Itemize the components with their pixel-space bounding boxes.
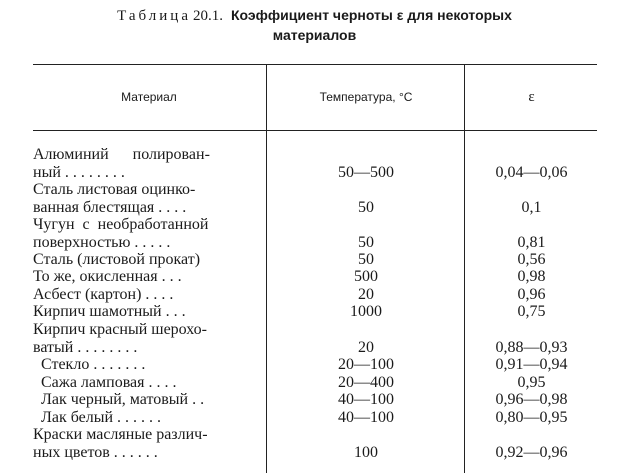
material-cell (33, 303, 265, 321)
header-temperature: Температура, °С (319, 90, 413, 104)
material-line: Лак белый . . . . . . (41, 409, 162, 426)
material-line: Чугун с необработанной (33, 216, 209, 233)
material-line: ный . . . . . . . . (33, 163, 125, 181)
epsilon-cell: 0,95 (517, 374, 546, 391)
material-line: Краски масляные различ- (33, 426, 208, 443)
material-cell (33, 321, 265, 356)
header-material: Материал (121, 90, 177, 104)
material-line: Сталь листовая оцинко- (33, 181, 196, 198)
material-line: Сажа ламповая . . . . (41, 374, 177, 391)
temperature-cell: 50 (358, 233, 374, 251)
material-line: То же, окисленная . . . (33, 268, 182, 285)
temperature-cell: 500 (354, 268, 378, 285)
material-line: поверхностью . . . . . (33, 233, 171, 251)
temperature-cell: 1000 (350, 303, 382, 320)
temperature-cell: 40—100 (338, 391, 394, 408)
epsilon-cell: 0,1 (521, 198, 542, 216)
epsilon-cell: 0,92—0,96 (495, 443, 568, 461)
material-cell (33, 181, 265, 216)
caption-label: Таблица (117, 8, 191, 24)
epsilon-cell: 0,91—0,94 (495, 356, 568, 373)
material-line: Кирпич красный шерохо- (33, 321, 207, 338)
temperature-cell: 100 (354, 443, 378, 461)
epsilon-cell: 0,96 (517, 286, 546, 303)
material-line: Кирпич шамотный . . . (33, 303, 186, 320)
material-line: ватый . . . . . . . . (33, 338, 138, 356)
material-cell (33, 409, 265, 427)
temperature-cell: 20 (358, 338, 374, 356)
temperature-cell: 50 (358, 251, 374, 268)
header-epsilon: ε (528, 88, 535, 105)
material-cell (33, 216, 265, 251)
temperature-cell: 20—400 (338, 374, 394, 391)
table-caption (0, 6, 629, 45)
temperature-cell: 50—500 (338, 163, 394, 181)
epsilon-cell: 0,96—0,98 (495, 391, 568, 408)
material-cell (33, 426, 265, 461)
material-line: Асбест (картон) . . . . (33, 286, 174, 303)
material-cell (33, 286, 265, 304)
caption-title: Коэффициент черноты ε для некоторых (230, 7, 512, 23)
epsilon-cell: 0,80—0,95 (495, 409, 568, 426)
material-cell (33, 374, 265, 392)
epsilon-cell: 0,81 (517, 233, 546, 251)
material-cell (33, 391, 265, 409)
temperature-cell: 50 (358, 198, 374, 216)
temperature-cell: 40—100 (338, 409, 394, 426)
temperature-cell: 20 (358, 286, 374, 303)
material-cell (33, 146, 265, 181)
material-line: Стекло . . . . . . . (41, 356, 146, 373)
material-line: Лак черный, матовый . . (41, 391, 205, 408)
caption-title-continued: материалов (272, 27, 357, 43)
epsilon-cell: 0,88—0,93 (495, 338, 568, 356)
material-line: ванная блестящая . . . . (33, 198, 187, 216)
epsilon-cell: 0,75 (517, 303, 546, 320)
material-line: Сталь (листовой прокат) (33, 251, 201, 268)
material-cell (33, 356, 265, 374)
material-line: ных цветов . . . . . . (33, 443, 158, 461)
temperature-cell: 20—100 (338, 356, 394, 373)
epsilon-cell: 0,56 (517, 251, 546, 268)
material-cell (33, 251, 265, 269)
material-cell (33, 268, 265, 286)
table-top-rule (33, 64, 597, 65)
epsilon-cell: 0,04—0,06 (495, 163, 568, 181)
epsilon-cell: 0,98 (517, 268, 546, 285)
caption-number: 20.1. (192, 8, 223, 24)
material-line: Алюминий полирован- (33, 146, 210, 163)
header-bottom-rule (33, 130, 597, 131)
column-divider-2 (464, 64, 465, 473)
column-divider-1 (266, 64, 267, 473)
